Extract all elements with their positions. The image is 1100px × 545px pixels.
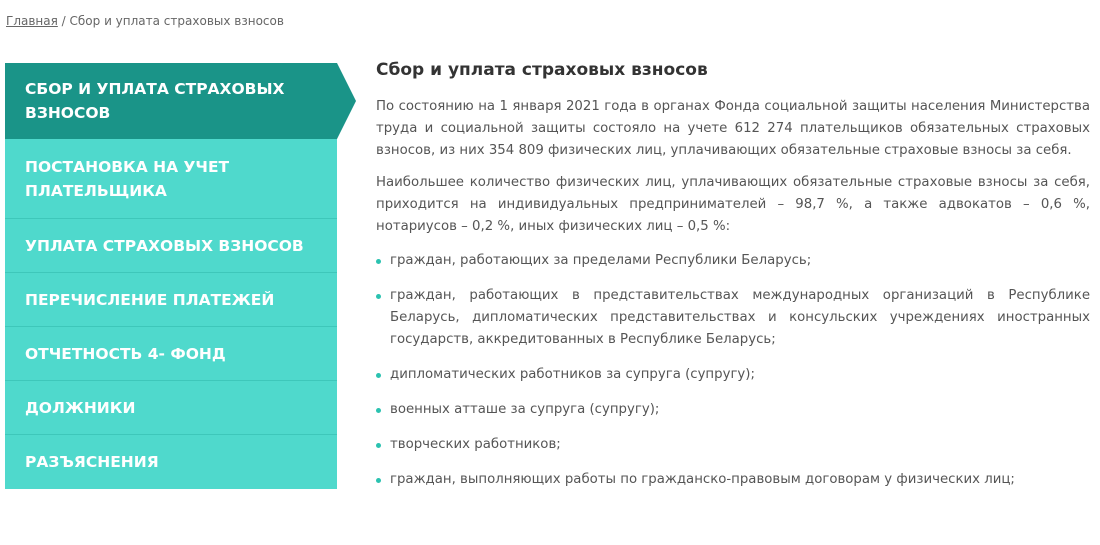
sidebar-item-debtors[interactable]: [5, 381, 337, 435]
sidebar-item-explanations[interactable]: [5, 435, 337, 489]
list-item: [376, 469, 1090, 491]
paragraph: По состоянию на 1 января 2021 года в органах Фонда социальной защиты населения Министерства труда и социальной защиты состояло на учете 612 274 плательщиков обязательных страховых взносов, из них 354 809 физических лиц, уплачивающих обязательные страховые взносы за себя.: [376, 99, 1090, 158]
bullet-icon: [376, 373, 381, 378]
sidebar-item-reporting[interactable]: [5, 327, 337, 381]
bullet-icon: [376, 259, 381, 264]
bullet-icon: [376, 294, 381, 299]
sidebar-item-label: ДОЛЖНИКИ: [25, 398, 136, 417]
list-item-text: граждан, работающих за пределами Республики Беларусь;: [390, 253, 812, 268]
sidebar-item-label: ОТЧЕТНОСТЬ 4- ФОНД: [25, 344, 226, 363]
bullet-icon: [376, 408, 381, 413]
bullet-icon: [376, 443, 381, 448]
sidebar-item-label: ПЕРЕЧИСЛЕНИЕ ПЛАТЕЖЕЙ: [25, 290, 275, 309]
list-item: [376, 434, 1090, 456]
breadcrumb: [6, 14, 284, 28]
list-item-text: творческих работников;: [390, 437, 561, 452]
breadcrumb-current: Сбор и уплата страховых взносов: [69, 14, 284, 28]
sidebar-item-label: УПЛАТА СТРАХОВЫХ ВЗНОСОВ: [25, 236, 304, 255]
sidebar-item-registration[interactable]: [5, 139, 337, 219]
main-content: [376, 60, 1090, 504]
list-item-text: граждан, работающих в представительствах международных организаций в Республике Беларусь, дипломатических представительствах и консульских учреждениях иностранных государств, аккредитованных в Республике Беларусь;: [390, 288, 1090, 347]
list-item-text: дипломатических работников за супруга (супругу);: [390, 367, 755, 382]
breadcrumb-home-link[interactable]: Главная: [6, 14, 58, 28]
list-item: [376, 250, 1090, 272]
sidebar-item-label: СБОР И УПЛАТА СТРАХОВЫХ ВЗНОСОВ: [25, 80, 285, 122]
paragraph: Наибольшее количество физических лиц, уплачивающих обязательные страховые взносы за себя, приходится на индивидуальных предпринимателей – 98,7 %, а также адвокатов – 0,6 %, нотариусов – 0,2 %, иных физических лиц – 0,5 %:: [376, 175, 1090, 234]
list-item-text: граждан, выполняющих работы по гражданско-правовым договорам у физических лиц;: [390, 472, 1015, 487]
sidebar-item-label: ПОСТАНОВКА НА УЧЕТ ПЛАТЕЛЬЩИКА: [25, 157, 230, 200]
sidebar-item-transfers[interactable]: [5, 273, 337, 327]
list-item: [376, 364, 1090, 386]
sidebar-item-label: РАЗЪЯСНЕНИЯ: [25, 453, 159, 471]
list-item: [376, 399, 1090, 421]
sidebar-nav: [5, 63, 337, 489]
list-item-text: военных атташе за супруга (супругу);: [390, 402, 660, 417]
sidebar-item-payment[interactable]: [5, 219, 337, 273]
list-item: [376, 285, 1090, 351]
bullet-icon: [376, 478, 381, 483]
page-title: Сбор и уплата страховых взносов: [376, 60, 708, 80]
sidebar-item-contributions[interactable]: [5, 63, 337, 139]
breadcrumb-separator: /: [57, 14, 70, 28]
bullet-list: [376, 250, 1090, 491]
